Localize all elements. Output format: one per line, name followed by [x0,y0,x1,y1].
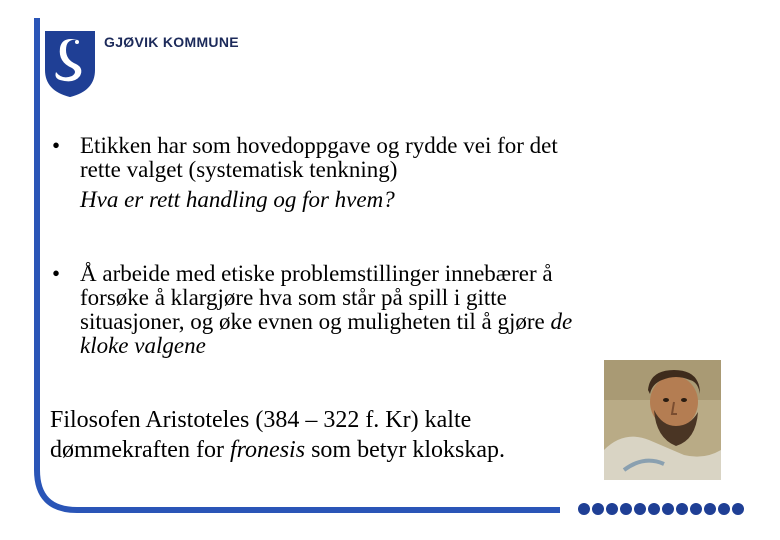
dot-icon [690,503,702,515]
bullet-2-line-2: forsøke å klargjøre hva som står på spill i gitte [80,285,507,310]
dot-icon [676,503,688,515]
bullet-dot: • [52,133,61,158]
fronesis-term: fronesis [229,437,306,463]
paragraph-line-1: Filosofen Aristoteles (384 – 322 f. Kr) kalte [50,407,472,433]
decorative-dots-row [578,503,744,517]
dot-icon [648,503,660,515]
bullet-1-text [80,134,558,212]
dot-icon [732,503,744,515]
dot-icon [578,503,590,515]
aristotle-portrait [604,360,721,480]
dot-icon [718,503,730,515]
dot-icon [634,503,646,515]
dot-icon [704,503,716,515]
bullet-2-line-3-prefix: situasjoner, og øke evnen og muligheten til å gjøre [80,309,551,334]
bullet-2-line-1: Å arbeide med etiske problemstillinger innebærer å [80,261,553,286]
dot-icon [592,503,604,515]
bullet-1-italic-line: Hva er rett handling og for hvem? [80,187,395,212]
bullet-2-line-3-italic: de [550,309,573,334]
dot-icon [662,503,674,515]
bullet-2-italic-line: kloke valgene [80,333,206,358]
bullet-1-line-2: rette valget (systematisk tenkning) [80,157,398,182]
org-name: GJØVIK KOMMUNE [104,34,239,50]
bullet-2-line-3 [80,310,572,334]
dot-icon [606,503,618,515]
dot-icon [620,503,632,515]
bullet-2-text [80,262,572,358]
paragraph-line-2-suffix: som betyr klokskap. [305,437,506,463]
bullet-1-line-1: Etikken har som hovedoppgave og rydde vei for det [80,133,558,158]
paragraph-line-2-prefix: dømmekraften for [50,437,230,463]
aristotle-paragraph [50,405,505,465]
swan-emblem-icon [44,30,96,98]
paragraph-line-2 [50,435,505,465]
bullet-dot: • [52,261,61,286]
